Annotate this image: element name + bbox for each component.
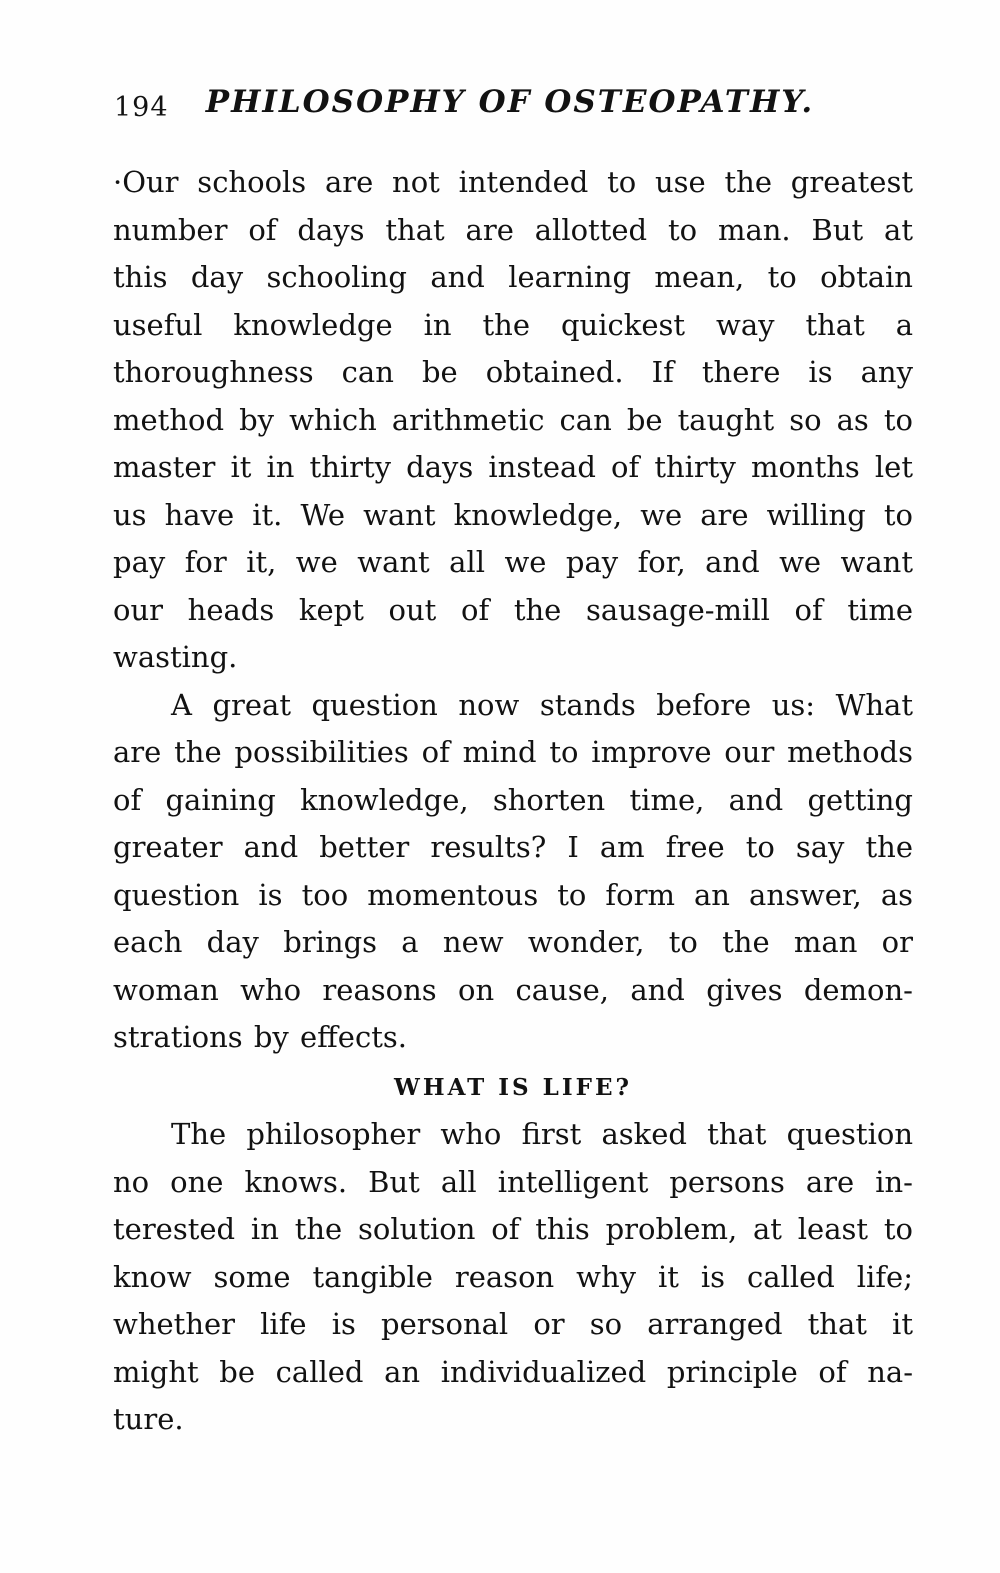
text-line: pay for it, we want all we pay for, and we want [113,545,913,579]
text-line: of gaining knowledge, shorten time, and getting [113,782,913,817]
text-line: strations by effects. [113,1020,407,1054]
text-line: ture. [113,1402,184,1436]
text-line: useful knowledge in the quickest way that a [113,307,913,342]
text-line: us have it. We want knowledge, we are willing to [113,497,913,532]
text-line: woman who reasons on cause, and gives demon- [113,972,913,1007]
page-number: 194 [114,92,169,123]
running-header [0,84,1000,128]
text-line: our heads kept out of the sausage-mill of time [113,592,913,627]
text-line: thoroughness can be obtained. If there is any [113,355,913,389]
text-line: greater and better results? I am free to say the [113,830,913,864]
text-line: are the possibilities of mind to improve our methods [113,735,913,769]
text-line: master it in thirty days instead of thirty months let [113,450,913,484]
text-line: whether life is personal or so arranged that it [113,1307,913,1341]
text-line: number of days that are allotted to man. But at [113,212,913,247]
text-line: question is too momentous to form an answer, as [113,877,913,912]
paragraph-1 [113,159,913,682]
text-line: terested in the solution of this problem, at least to [113,1212,913,1246]
text-line: wasting. [113,640,238,674]
body-text [113,159,913,1444]
section-heading: WHAT IS LIFE? [394,1073,632,1101]
paragraph-3 [113,1111,913,1444]
text-line: The philosopher who first asked that question [171,1117,913,1151]
running-title: PHILOSOPHY OF OSTEOPATHY. [205,84,815,120]
text-line: A great question now stands before us: What [171,687,913,722]
text-line: might be called an individualized principle of na- [113,1354,913,1389]
paragraph-2 [113,682,913,1062]
text-line: this day schooling and learning mean, to obtain [113,260,913,294]
text-line: each day brings a new wonder, to the man or [113,925,913,959]
text-line: no one knows. But all intelligent persons are in- [113,1164,913,1199]
text-line: method by which arithmetic can be taught so as to [113,402,913,437]
text-line: know some tangible reason why it is called life; [113,1259,913,1294]
text-line: ·Our schools are not intended to use the greatest [113,165,913,199]
